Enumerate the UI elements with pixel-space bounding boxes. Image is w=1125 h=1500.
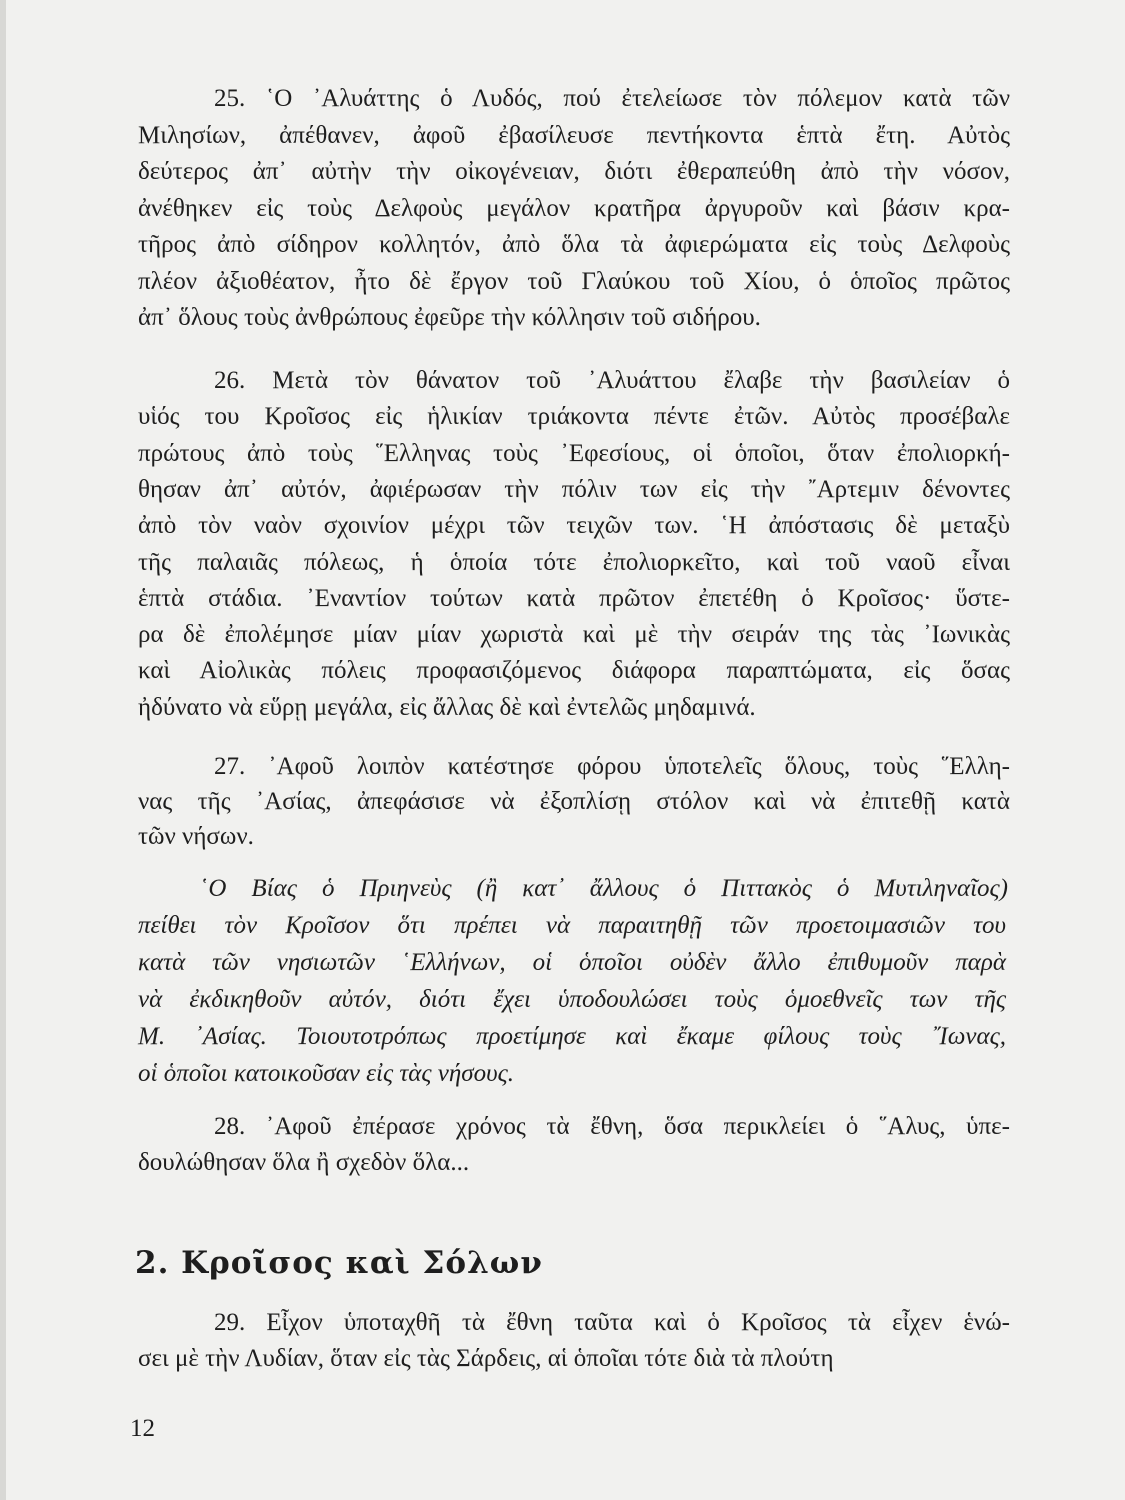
text-line: τῆρος ἀπὸ σίδηρον κολλητόν, ἀπὸ ὅλα τὰ ἀφιερώματα εἰς τοὺς Δελφοὺς xyxy=(138,231,1010,258)
text-line: νὰ ἐκδικηθοῦν αὐτόν, διότι ἔχει ὑποδουλώσει τοὺς ὁμοεθνεῖς των τῆς xyxy=(138,986,1006,1013)
text-line: νας τῆς ᾿Ασίας, ἀπεφάσισε νὰ ἐξοπλίσῃ στόλον καὶ νὰ ἐπιτεθῇ κατὰ xyxy=(138,788,1010,815)
text-line: πλέον ἀξιοθέατον, ἦτο δὲ ἔργον τοῦ Γλαύκου τοῦ Χίου, ὁ ὁποῖος πρῶτος xyxy=(138,267,1010,295)
section-heading: 2. Κροῖσος καὶ Σόλων xyxy=(135,1245,543,1281)
page-number: 12 xyxy=(130,1415,155,1442)
text-line: Μ. ᾿Ασίας. Τοιουτοτρόπως προετίμησε καὶ ἔκαμε φίλους τοὺς ῎Ιωνας, xyxy=(138,1023,1006,1050)
text-line: πείθει τὸν Κροῖσον ὅτι πρέπει νὰ παραιτηθῇ τῶν προετοιμασιῶν του xyxy=(138,912,1006,939)
text-line: ἀνέθηκεν εἰς τοὺς Δελφοὺς μεγάλον κρατῆρα ἀργυροῦν καὶ βάσιν κρα- xyxy=(138,194,1010,222)
text-line: καὶ Αἰολικὰς πόλεις προφασιζόμενος διάφορα παραπτώματα, εἰς ὅσας xyxy=(138,657,1010,685)
text-line: πρώτους ἀπὸ τοὺς ῞Ελληνας τοὺς ᾿Εφεσίους, οἱ ὁποῖοι, ὅταν ἐπολιορκή- xyxy=(138,439,1010,467)
text-line: ἑπτὰ στάδια. ᾿Εναντίον τούτων κατὰ πρῶτον ἐπετέθη ὁ Κροῖσος· ὕστε- xyxy=(138,584,1010,612)
text-line: ἀπὸ τὸν ναὸν σχοινίον μέχρι τῶν τειχῶν των. ῾Η ἀπόστασις δὲ μεταξὺ xyxy=(138,512,1010,540)
text-line: τῶν νήσων. xyxy=(138,823,254,850)
text-line: Μιλησίων, ἀπέθανεν, ἀφοῦ ἐβασίλευσε πεντήκοντα ἑπτὰ ἔτη. Αὐτὸς xyxy=(138,121,1010,149)
text-line: ἀπ᾿ ὅλους τοὺς ἀνθρώπους ἐφεῦρε τὴν κόλλησιν τοῦ σιδήρου. xyxy=(138,304,761,331)
text-line: 26. Μετὰ τὸν θάνατον τοῦ ᾿Αλυάττου ἔλαβε τὴν βασιλείαν ὁ xyxy=(214,367,1010,394)
text-line: θησαν ἀπ᾿ αὐτόν, ἀφιέρωσαν τὴν πόλιν των εἰς τὴν ῎Αρτεμιν δένοντες xyxy=(138,475,1010,503)
text-line: δουλώθησαν ὅλα ἢ σχεδὸν ὅλα... xyxy=(138,1149,470,1176)
text-line: δεύτερος ἀπ᾿ αὐτὴν τὴν οἰκογένειαν, διότι ἐθεραπεύθη ἀπὸ τὴν νόσον, xyxy=(138,158,1010,185)
text-line: ῾Ο Βίας ὁ Πριηνεὺς (ἢ κατ᾿ ἄλλους ὁ Πιττακὸς ὁ Μυτιληναῖος) xyxy=(200,875,1008,902)
text-line: σει μὲ τὴν Λυδίαν, ὅταν εἰς τὰς Σάρδεις, αἱ ὁποῖαι τότε διὰ τὰ πλούτη xyxy=(138,1345,834,1372)
text-line: τῆς παλαιᾶς πόλεως, ἡ ὁποία τότε ἐπολιορκεῖτο, καὶ τοῦ ναοῦ εἶναι xyxy=(138,548,1010,576)
text-line: οἱ ὁποῖοι κατοικοῦσαν εἰς τὰς νήσους. xyxy=(138,1060,515,1087)
text-line: 29. Εἶχον ὑποταχθῆ τὰ ἔθνη ταῦτα καὶ ὁ Κροῖσος τὰ εἶχεν ἑνώ- xyxy=(214,1309,1010,1336)
text-line: ἠδύνατο νὰ εὕρῃ μεγάλα, εἰς ἄλλας δὲ καὶ ἐντελῶς μηδαμινά. xyxy=(138,693,756,721)
text-line: υἱός του Κροῖσος εἰς ἡλικίαν τριάκοντα πέντε ἐτῶν. Αὐτὸς προσέβαλε xyxy=(138,403,1010,431)
text-line: 28. ᾿Αφοῦ ἐπέρασε χρόνος τὰ ἔθνη, ὅσα περικλείει ὁ ῞Αλυς, ὑπε- xyxy=(214,1113,1010,1140)
text-line: κατὰ τῶν νησιωτῶν ῾Ελλήνων, οἱ ὁποῖοι οὐδὲν ἄλλο ἐπιθυμοῦν παρὰ xyxy=(138,949,1006,976)
text-line: 27. ᾿Αφοῦ λοιπὸν κατέστησε φόρου ὑποτελεῖς ὅλους, τοὺς ῞Ελλη- xyxy=(214,753,1010,780)
text-line: 25. ῾Ο ᾿Αλυάττης ὁ Λυδός, πού ἐτελείωσε τὸν πόλεμον κατὰ τῶν xyxy=(214,85,1010,112)
text-line: ρα δὲ ἐπολέμησε μίαν μίαν χωριστὰ καὶ μὲ τὴν σειράν της τὰς ᾿Ιωνικὰς xyxy=(138,621,1010,649)
page-edge-shadow xyxy=(0,0,6,1500)
